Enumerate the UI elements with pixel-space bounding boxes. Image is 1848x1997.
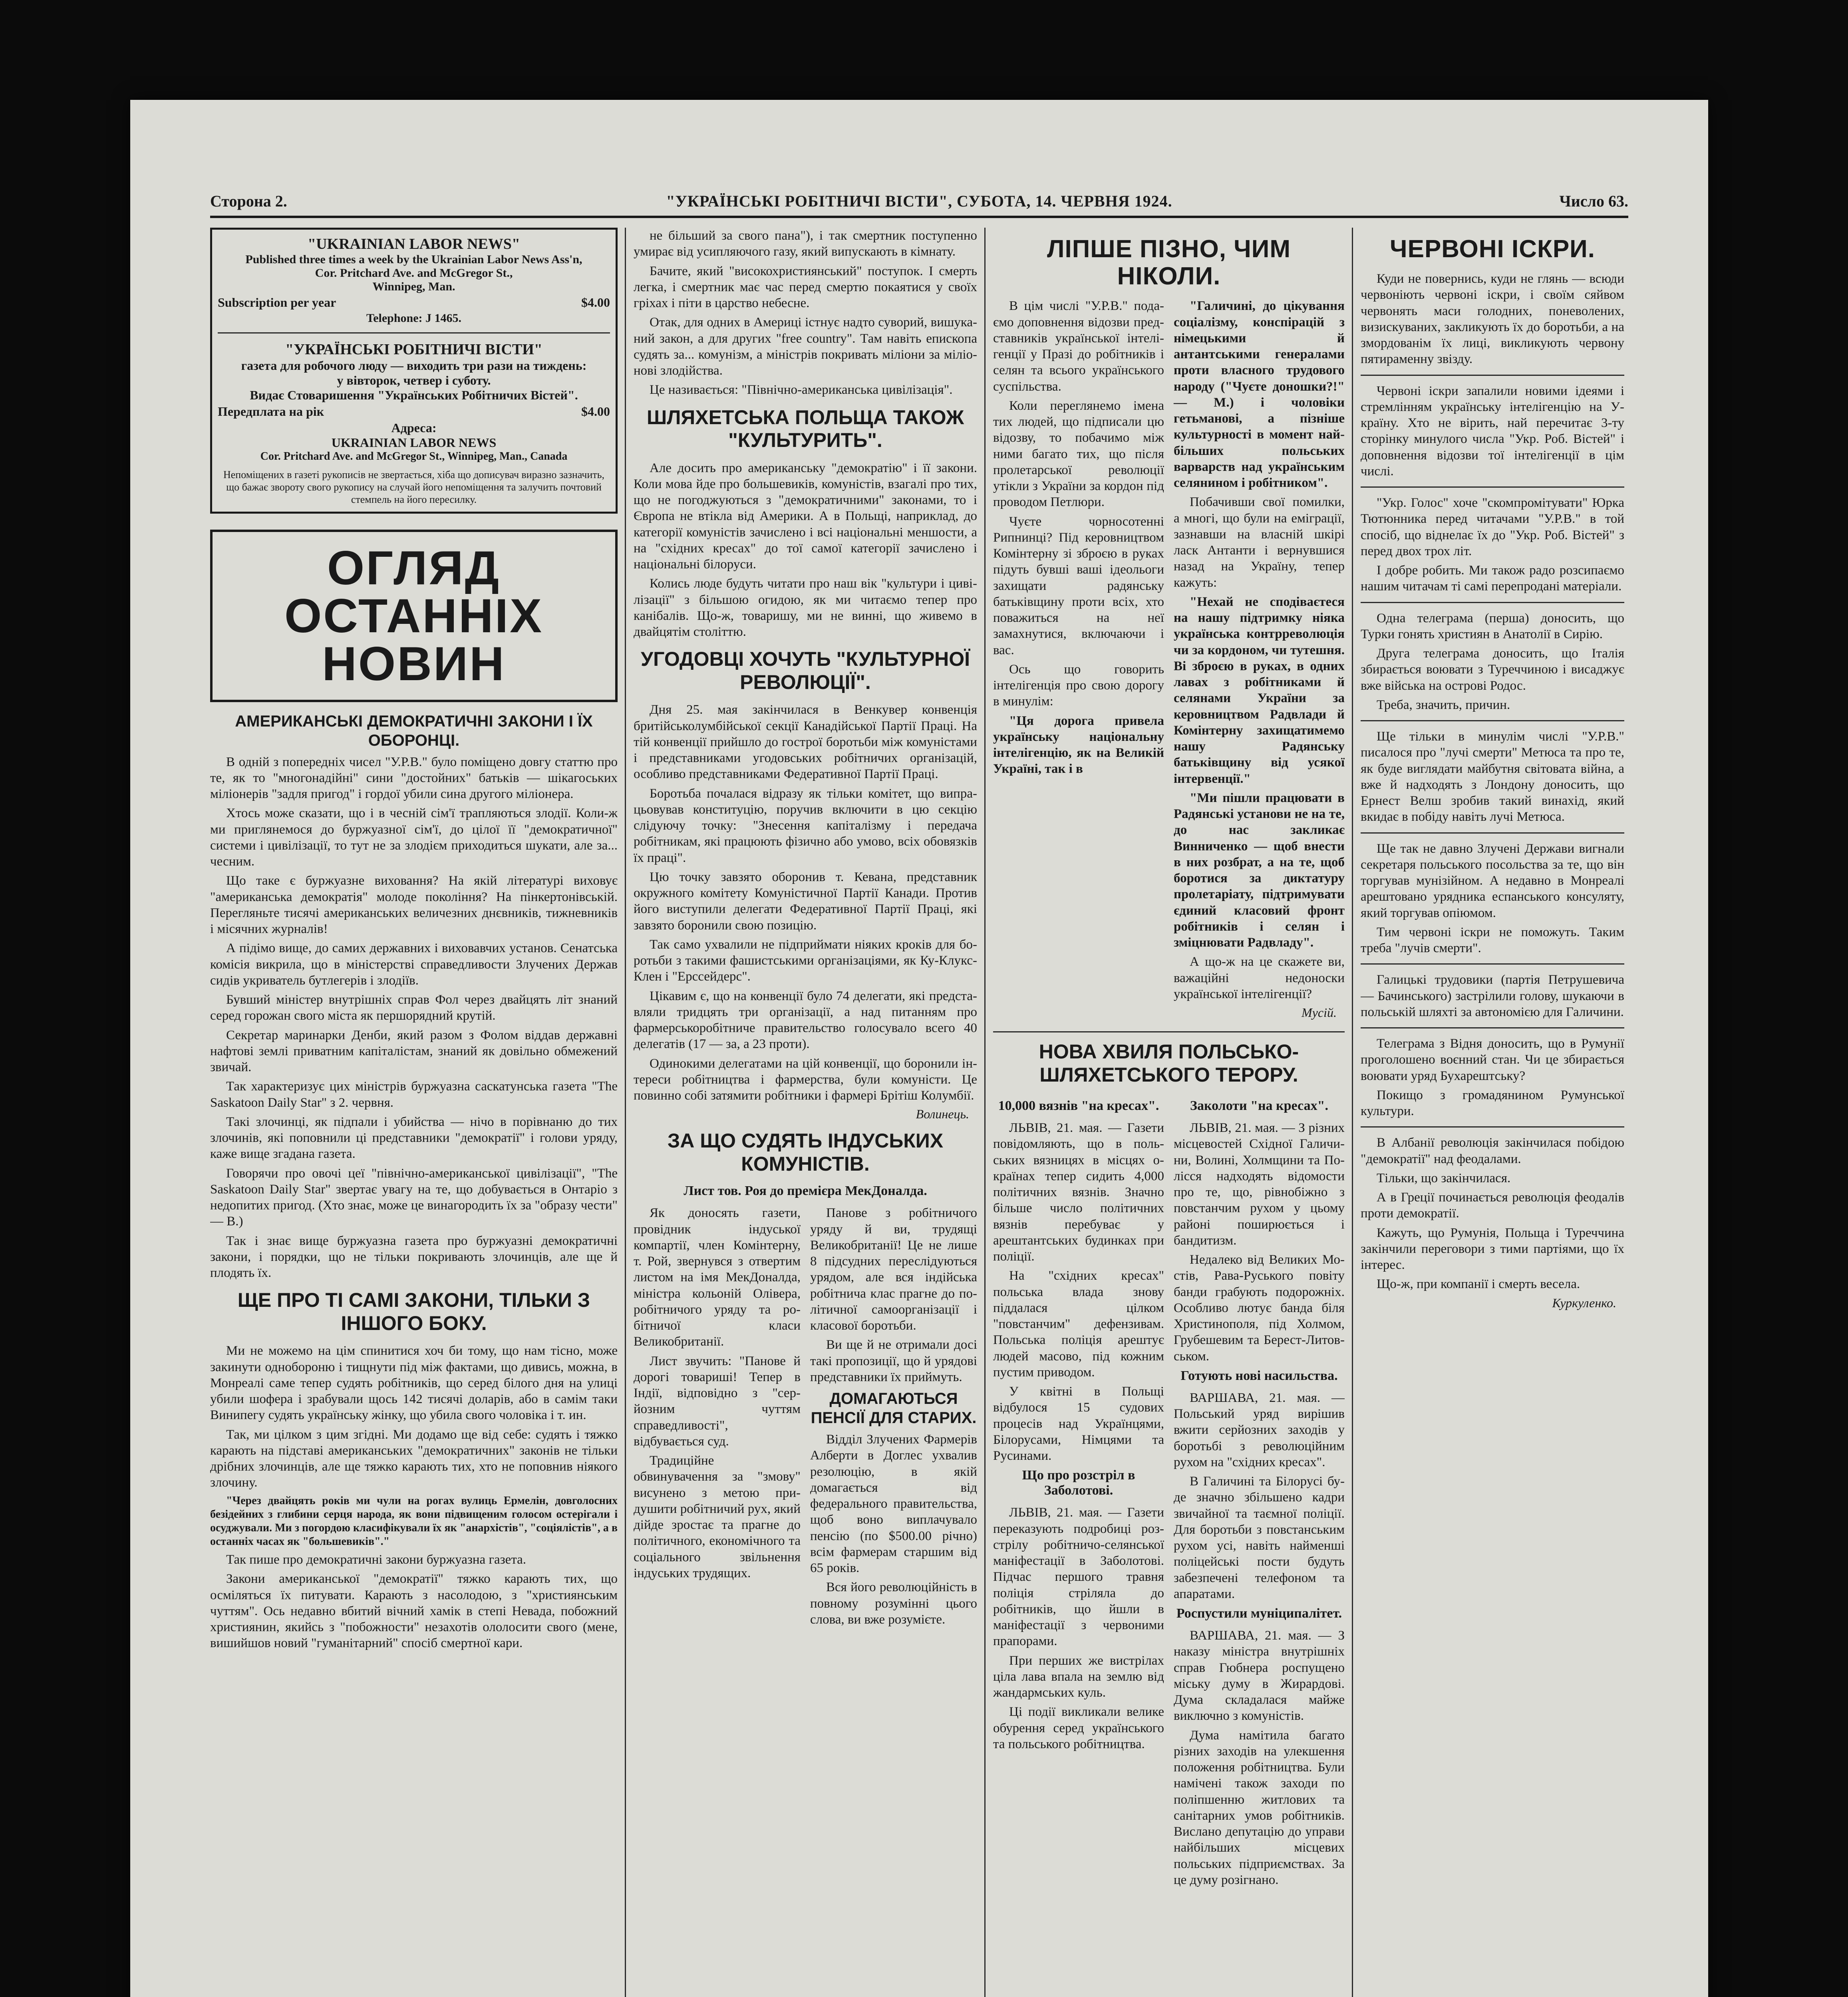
article-paragraph: Що таке є буржуазне виховання? На якій літературі виховує "американська демократія" молоде покоління? На пінкертонівській. Перегляньте тисячі американських величезних днєвників, тижневників і місячних журналів! xyxy=(210,873,618,937)
article-quote: "Галичині, до цікування соціалізму, конспірацій з німецькими й антантськими генералами проти власного трудового народу ("Чуєте доношки?!" — М.) і чоловіки гетьманові, а пізніше культурності в момент найбільших польських варварств над українським селянином і робітником". xyxy=(1174,299,1345,490)
author-signature: Куркуленко. xyxy=(1552,1295,1616,1310)
article-paragraph: Колись люде будуть читати про наш вік "культури і цивілізації" з більшою огидою, як ми читаємо тепер про канібалів. Що-ж, товаришу, ми не винні, що живемо в двайцятім століттю. xyxy=(634,576,977,639)
article-subheading: Заколоти "на кресах". xyxy=(1190,1098,1328,1114)
column-divider xyxy=(625,228,626,1997)
article-paragraph: Але досить про американську "демократію" і її закони. Коли мова йде про большевиків, комуністів, взагалі про тих, що не погоджуються з "демократичними" законами, то і Європа не втікла від Америки. А в Польщі, наприклад, до категорії комуністів зачислено і всі національні меншости, а на "східних кресах" до тої самої категорії зачислено і національні білоруси. xyxy=(634,461,977,572)
subscription-label: Subscription per year xyxy=(218,295,336,310)
divider xyxy=(1361,1126,1624,1128)
masthead-english-line: Published three times a week by the Ukrainian Labor News Ass'n, xyxy=(245,253,582,266)
issue-number: Число 63. xyxy=(1559,192,1628,210)
masthead-publisher: Видає Стоваришення "Українських Робітничих Вістей". xyxy=(250,388,578,402)
divider xyxy=(218,332,610,333)
article-paragraph: Ще так не давно Злучені Держави вигнали секретаря польського посольства за те, що він торгував мунізійном. А недавно в Монреалі арештовано урядника еспанського консуляту, який торгував опіюмом. xyxy=(1361,841,1624,920)
column-3 xyxy=(993,228,1345,1997)
article-paragraph: Що-ж, при компанії і смерть весела. xyxy=(1377,1277,1580,1292)
article-paragraph: Цікавим є, що на конвенції було 74 делегати, які представляли тридцять три організації, а над питанням про фармерськоробітниче правительство голосувало всего 40 делегатів (17 — за, а 23 проти). xyxy=(634,989,977,1052)
article-paragraph: Як доносять газети, провідник індуської компартії, член Комінтерну, т. Рой, звернувся з отвертим листом на імя МекДоналда, міністра кольоній Олівера, робітничого уряду та робітничої класи Великобританії. xyxy=(634,1206,801,1349)
page-number-label: Сторона 2. xyxy=(210,192,287,210)
article-paragraph: Секретар маринарки Денби, який разом з Фолом віддав державні нафтові землі приватним капіталістам, знаний як довільно обмежений звичай. xyxy=(210,1028,618,1075)
article-paragraph: ЛЬВІВ, 21. мая. — Газети переказують подробиці розстрілу робітничо-селянської маніфестації в Заболотові. Підчас першого травня поліція стріляла до робітників, що йшли в маніфестації з червоними прапорами. xyxy=(993,1505,1164,1649)
article-paragraph: Ви ще й не отримали досі такі пропозиції, що й урядові представники їх приймуть. xyxy=(810,1338,977,1384)
article-paragraph: Відділ Злучених Фармерів Алберти в Доглес ухвалив резолюцію, в якій домагається від федерального правительства, щоб воно виплачувало пенсію (по $500.00 річно) всім фармерам старшим від 65 років. xyxy=(810,1432,977,1575)
section-title-box: ОГЛЯД ОСТАННІХ НОВИН xyxy=(210,530,618,702)
article-heading: ЗА ЩО СУДЯТЬ ІНДУСЬКИХ КОМУНІСТІВ. xyxy=(667,1130,944,1175)
article-paragraph: При перших же вистрілах ціла лава впала на землю від жандармських куль. xyxy=(993,1653,1164,1700)
article-heading: ШЛЯХЕТСЬКА ПОЛЬЩА ТАКОЖ "КУЛЬТУРИТЬ". xyxy=(646,406,964,451)
divider xyxy=(1361,1027,1624,1028)
article-paragraph: Хтось може сказати, що і в чесній сім'ї трапляються злодії. Коли-ж ми приглянемося до буржуазної сім'ї, до цілої її "демократичної" системи і цивілізації, то тут не за злодієм приходиться шукати, але за... чесним. xyxy=(210,806,618,869)
column-1 xyxy=(210,228,618,1997)
article-quote: "Нехай не сподіваєтеся на нашу підтримку ніяка українська контрреволюція чи за кордоном, чи тутешня. Ві зброєю в руках, в одних лавах з робітниками й селянами України за керовництвом Радвлади й Комінтерну захищатимемо нашу Радянську батьківщину від усякої інтервенції." xyxy=(1174,594,1345,786)
article-paragraph: Тільки, що закінчилася. xyxy=(1377,1171,1511,1185)
ukr-subscription-row xyxy=(218,404,610,419)
address-name: UKRAINIAN LABOR NEWS xyxy=(331,435,497,450)
article-paragraph: Тим червоні іскри не поможуть. Таким треба "лучів смерти". xyxy=(1361,925,1624,956)
article-paragraph: А що-ж на це скажете ви, важаційні недоноски української інтелігенції? xyxy=(1174,955,1345,1001)
article-paragraph: Червоні іскри запалили новими ідеями і стремлінням українську інтелігенцію на Україну. Хто не вірить, най перечитає 3-ту сторінку минулого числа "Укр. Роб. Вістей" і доповнення відозви тої інтелігенції в цім числі. xyxy=(1361,383,1624,478)
article-paragraph: не більший за свого пана"), і так смертник поступенно умирає від усипляючого газу, який випускають в кімнату. xyxy=(634,228,977,259)
article-paragraph: В одній з попередніх чисел "У.Р.В." було поміщено довгу статтю про те, як то "многонадійні" сини "достойних" батьків — шікагоських міліонерів "задля пригод" і гордої убили сина другого міліонера. xyxy=(210,754,618,802)
address-label: Адреса: xyxy=(391,421,437,435)
article-paragraph: Куди не повернись, куди не глянь — всюди червоніють червоні іскри, і своїм сяйвом червонять маси голодних, поневолених, визискуваних, закликують їх до боротьби, а на змордованім їх лиці, викликують червону пятираменну звізду. xyxy=(1361,272,1624,367)
article-paragraph: Чуєте чорносотенні Рипнинці? Під керовництвом Комінтерну зі зброєю в руках підуть бувші ваші ідеольоги захищати радянську батьківщину проти всіх, хто поважиться на неї замахнутися, включаючи і вас. xyxy=(993,514,1164,657)
article-paragraph: ВАРШАВА, 21. мая. — З наказу міністра внутрішніх справ Гюбнера роспущено міську думу в Жирардові. Дума складалася майже виключно з комуністів. xyxy=(1174,1628,1345,1723)
newspaper-page xyxy=(130,100,1708,1997)
article-heading: ЛІПШЕ ПІЗНО, ЧИМ НІКОЛИ. xyxy=(1047,235,1291,290)
two-column-block xyxy=(993,1094,1345,1891)
ukr-subscription-label: Передплата на рік xyxy=(218,404,324,419)
article-paragraph: Так і знає вище буржуазна газета про буржуазні демократичні закони, і порядки, що не тільки покривають злочинців, але ще й плодять їх. xyxy=(210,1233,618,1280)
masthead-english-line: Winnipeg, Man. xyxy=(372,280,455,293)
article-paragraph: Телеграма з Відня доносить, що в Румунії проголошено воєнний стан. Чи це збирається воювати уряд Бухарештську? xyxy=(1361,1036,1624,1083)
article-paragraph: Традиційне обвинувачення за "змову" висунено з метою придушити робітничий рух, який дійде зростає та прагне до політичного, економічного та соціального звільнення індуських трудящих. xyxy=(634,1453,801,1580)
divider xyxy=(993,1031,1345,1032)
article-subheading: 10,000 вязнів "на кресах". xyxy=(998,1098,1159,1114)
newspaper-running-title: "УКРАЇНСЬКІ РОБІТНИЧІ ВІСТИ", СУБОТА, 14. ЧЕРВНЯ 1924. xyxy=(666,192,1172,210)
masthead-ukrainian-line: у вівторок, четвер і суботу. xyxy=(337,373,491,387)
article-paragraph: Такі злочинці, як підпали і убийства — нічо в порівнаню до тих злочинів, які поповнили ці представники "демократії" і голови уряду, каже вище згадана газета. xyxy=(210,1114,618,1161)
divider xyxy=(1361,375,1624,376)
article-paragraph: Друга телеграма доносить, що Італія збирається воювати з Туреччиною і висаджує вже війська на острові Родос. xyxy=(1361,646,1624,693)
article-paragraph: Галицькі трудовики (партія Петрушевича — Бачинського) застрілили голову, шукаючи в польській шляхті за автономією для Галичини. xyxy=(1361,973,1624,1019)
divider xyxy=(1361,832,1624,834)
article-paragraph: У квітні в Польщі відбулося 15 судових процесів над Українцями, Білорусами, Німцями та Русинами. xyxy=(993,1384,1164,1463)
article-paragraph: Це називається: "Північно-американська цивілізація". xyxy=(650,383,953,397)
article-paragraph: Бувший міністер внутрішніх справ Фол через двайцять літ знаний серед горожан свого міста як першорядний крутій. xyxy=(210,993,618,1023)
two-column-block xyxy=(634,1205,977,1631)
divider xyxy=(1361,486,1624,488)
article-subheading: Готують нові насильства. xyxy=(1180,1368,1338,1383)
article-paragraph: "Укр. Голос" хоче "скомпромітувати" Юрка Тютюнника перед читачами "У.Р.В." в той спосіб, що віднелає їх до "Укр. Роб. Вістей" з перед двох трох літ. xyxy=(1361,496,1624,558)
article-paragraph: Панове з робітничого уряду й ви, трудящі Великобританії! Це не лише 8 підсудних переслідуються урядом, але вся індійська робітнича клас прагне до політичної самоорганізації і класової боротьби. xyxy=(810,1206,977,1333)
address-line: Cor. Pritchard Ave. and McGregor St., Winnipeg, Man., Canada xyxy=(260,450,568,463)
article-quote: "Через двайцять років ми чули на рогах вулиць Ермелін, довголосних безідейних з глибини серця народа, як вони підвищеним голосом остерігали і осуджували. Ми з погордою класифікували їх як "анархістів", "соціялістів", а в останніх часах як "большевиків"." xyxy=(210,1494,618,1548)
article-paragraph: Так само ухвалили не підприймати ніяких кроків для боротьби з такими фашистськими організаціями, як Ку-Клукс-Клен і "Ерссейдерс". xyxy=(634,937,977,984)
article-paragraph: Отак, для одних в Америці істнує надто суворий, вишуканий закон, а для других "free country". Там навіть епископа судять за... комунізм, а міністрів покривать міліони за міліонові злодійства. xyxy=(634,315,977,378)
two-column-block xyxy=(993,298,1345,1024)
masthead-english-title: "UKRAINIAN LABOR NEWS" xyxy=(307,236,521,252)
article-paragraph: На "східних кресах" польська влада знову піддалася цілком "повстанчим" дефензивам. Польська поліція арештує людей масово, під кожним пустим приводом. xyxy=(993,1268,1164,1380)
masthead-ukrainian-title: "УКРАЇНСЬКІ РОБІТНИЧІ ВІСТИ" xyxy=(285,341,542,358)
article-subheading: Що про розстріл в Заболотові. xyxy=(1022,1468,1135,1498)
divider xyxy=(1361,963,1624,965)
subscription-row xyxy=(218,295,610,310)
article-paragraph: Одна телеграма (перша) доносить, що Турки гонять християн в Анатолії в Сирію. xyxy=(1361,611,1624,641)
article-heading: НОВА ХВИЛЯ ПОЛЬСЬКО-ШЛЯХЕТСЬКОГО ТЕРОРУ. xyxy=(1039,1040,1299,1086)
article-paragraph: Покищо з громадянином Румунської культури. xyxy=(1361,1088,1624,1119)
ukr-subscription-price: $4.00 xyxy=(581,404,610,419)
article-paragraph: Вся його революційність в повному розумінні цього слова, ви вже розумієте. xyxy=(810,1580,977,1627)
page-folio xyxy=(210,192,1628,216)
article-paragraph: Ще тільки в минулім числі "У.Р.В." писалося про "лучі смерти" Метюса та про те, як буде виглядати майбутня світовата війна, а вже й надходять з Лондону доносить, що Ернест Велш зробив такий винахід, який вкидає в побіду навіть лучі Метюса. xyxy=(1361,729,1624,824)
article-heading: ЩЕ ПРО ТІ САМІ ЗАКОНИ, ТІЛЬКИ З ІНШОГО БОКУ. xyxy=(237,1289,590,1334)
masthead-ukrainian-line: газета для робочого люду — виходить три рази на тиждень: xyxy=(241,358,587,373)
article-paragraph: Лист звучить: "Панове й дорогі товариші! Тепер в Індії, відповідно з "серйозним чуттям справедливості", відбувається суд. xyxy=(634,1354,801,1449)
top-rule xyxy=(210,216,1628,218)
article-paragraph: Дня 25. мая закінчилася в Венкувер конвенція бритійськолумбійської секції Канадійської Партії Праці. На тій конвенції прийшло до гострої боротьби між комуністами і представниками угодовських робітничих організацій, особливо представниками Федеративної Партії Праці. xyxy=(634,703,977,782)
article-subheading: Роспустили муніципалітет. xyxy=(1176,1606,1342,1621)
article-paragraph: А підімо вище, до самих державних і виховавчих установ. Сенатська комісія викрила, що в міністерстві справедливости Злучених Держав сидів укриватель бутлегерів і злодіїв. xyxy=(210,941,618,988)
article-paragraph: Так характеризує цих міністрів буржуазна саскатунська газета "The Saskatoon Daily Star" з 2. червня. xyxy=(210,1079,618,1110)
article-paragraph: Ми не можемо на цім спинитися хоч би тому, що нам тісно, може закинути однобороню і тищнути під між фактами, що дивись, можна, в Монреалі саме тепер судять робітників, що серед білого дня на улиці убили шофера і зрабували щось 142 тисячі доларів, або в самім таки Винипегу судять українську жінку, що убила свого чоловіка і т. ин. xyxy=(210,1344,618,1423)
article-paragraph: Побачивши свої помилки, а многі, що були на еміграції, зазнавши на власній шкірі ласк Антанти і вернувшися назад на Україну, тепер кажуть: xyxy=(1174,495,1345,590)
article-paragraph: Ці події викликали велике обурення серед українського та польського робітництва. xyxy=(993,1705,1164,1751)
article-paragraph: Одинокими делегатами на цій конвенції, що боронили інтереси робітництва і фармерства, були комуністи. Це повинно собі затямити робітники і фармері Брітіш Колумбії. xyxy=(634,1056,977,1103)
article-paragraph: Цю точку завзято оборонив т. Кевана, представник окружного комітету Комуністичної Партії Канади. Против його виступили делегати Федеративної Партії Праці, які завзято боронили свою позицію. xyxy=(634,869,977,933)
article-paragraph: Боротьба почалася відразу як тільки комітет, що випрацьовував конституцію, поручив включити в цю секцію слідуючу точку: "Знесення капіталізму і передача робітникам, які працюють фізично або умово, всіх обовязків їх праці". xyxy=(634,786,977,865)
article-paragraph: І добре робить. Ми також радо розсипаємо нашим читачам ті самі перепродані матеріали. xyxy=(1361,563,1624,594)
editorial-note: Непоміщених в газеті рукописів не звертається, хіба що дописувач виразно зазначить, що бажає звороту свого рукопису на случай його непоміщення та залучить почтовий стемпель на його пересилку. xyxy=(223,469,605,506)
article-heading: ДОМАГАЮТЬСЯ ПЕНСІЇ ДЛЯ СТАРИХ. xyxy=(811,1390,977,1427)
article-paragraph: В Галичині та Білорусі буде значно збільшено кадри звичайної та таємної поліції. Для боротьби з повстанським рухом усі, навіть найменші поліцейські пости будуть забезпечені телефоном та апаратами. xyxy=(1174,1474,1345,1601)
column-2 xyxy=(634,228,977,1997)
article-paragraph: Ось що говорить інтелігенція про свою дорогу в минулім: xyxy=(993,662,1164,709)
author-signature: Волинець. xyxy=(916,1107,969,1122)
article-paragraph: ВАРШАВА, 21. мая. — Польський уряд вирішив вжити серйозних заходів у боротьбі з революційним рухом на "східних кресах". xyxy=(1174,1390,1345,1469)
article-quote: "Ми пішли працювати в Радянські установи не на те, до нас закликає Винниченко — щоб внести в них розбрат, а на те, щоб боротися за диктатуру пролетаріату, підтримувати єдиний класовий фронт робітників і селян і зміцнювати Радвладу". xyxy=(1174,790,1345,950)
article-paragraph: Говорячи про овочі цеї "північно-американської цивілізації", "The Saskatoon Daily Star" звертає увагу на те, що добувається в Онтаріо з недопитих пригод. (Хто знає, може це винагородить їх за "образу чести" — В.) xyxy=(210,1166,618,1229)
article-paragraph: Треба, значить, причин. xyxy=(1377,697,1510,712)
article-paragraph: Закони американської "демократії" тяжко карають тих, що осміляться їх питувати. Карають з насолодою, з "християнським чуттям". Ось недавно вбитий вічний хамік в степі Невада, побожний християнин, якийсь з "побожности" незахотів ололосити свого (мене, вишийшов новий "гуманітарний" спосіб смертної кари. xyxy=(210,1572,618,1651)
telephone: Telephone: J 1465. xyxy=(366,312,462,325)
article-paragraph: В цім числі "У.Р.В." подаємо доповнення відозви представників української інтелігенції у Празі до робітників і селян та всього українського суспільства. xyxy=(993,299,1164,394)
article-quote: "Ця дорога привела українську національну інтелігенцію, як на Великій Україні, так і в xyxy=(993,713,1164,776)
article-paragraph: В Албанії революція закінчилася побідою "демократії" над феодалами. xyxy=(1361,1135,1624,1166)
column-4 xyxy=(1361,228,1624,1997)
article-heading: ЧЕРВОНІ ІСКРИ. xyxy=(1390,235,1595,263)
article-paragraph: Дума намітила багато різних заходів на улекшення положення робітництва. Були намічені також заходи по поліпшенню житлових та санітарних умов робітників. Вислано депутацію до управи найбільших місцевих польських підприємствах. За це думу розігнано. xyxy=(1174,1728,1345,1887)
article-paragraph: Недалеко від Великих Мостів, Рава-Руського повіту банди грабують подорожніх. Особливо лютує банда біля Христинополя, під Холмом, Грубешевим та Берест-Литовськом. xyxy=(1174,1253,1345,1364)
divider xyxy=(1361,602,1624,603)
article-heading: УГОДОВЦІ ХОЧУТЬ "КУЛЬТУРНОЇ РЕВОЛЮЦІЇ". xyxy=(641,648,970,693)
article-heading: АМЕРИКАНСЬКІ ДЕМОКРАТИЧНІ ЗАКОНИ І ЇХ ОБОРОНЦІ. xyxy=(235,712,593,749)
article-paragraph: Так пише про демократичні закони буржуазна газета. xyxy=(226,1552,527,1567)
masthead-box xyxy=(210,228,618,514)
article-subheading: Лист тов. Роя до премієра МекДоналда. xyxy=(684,1183,927,1199)
article-paragraph: Так, ми цілком з цим згідні. Ми додамо ще від себе: судять і тяжко карають на підставі американських "демократичних" законів не тільки дрібних злочинців, але ще тяжко карають тих, хто не поповнив ніякого злочину. xyxy=(210,1427,618,1490)
column-divider xyxy=(1352,228,1353,1997)
article-paragraph: ЛЬВІВ, 21. мая. — Газети повідомляють, що в польських вязницях в місцях окраїнах тепер сидить 4,000 політичних вязнів. Значно більше число політичних вязнів перебуває у арештантських будинках при поліції. xyxy=(993,1121,1164,1264)
article-paragraph: А в Греції починається революція феодалів проти демократії. xyxy=(1361,1190,1624,1221)
author-signature: Мусій. xyxy=(1302,1005,1337,1020)
divider xyxy=(1361,720,1624,721)
subscription-price: $4.00 xyxy=(581,295,610,310)
article-paragraph: Коли переглянемо імена тих людей, що підписали цю відозву, то побачимо між ними багато тих, що після пролетарської революції утікли з України за кордон під проводом Петлюри. xyxy=(993,398,1164,510)
article-paragraph: Кажуть, що Румунія, Польща і Туреччина закінчили переговори з тими партіями, що їх інтерес. xyxy=(1361,1225,1624,1272)
masthead-english-line: Cor. Pritchard Ave. and McGregor St., xyxy=(315,266,513,280)
column-divider xyxy=(984,228,986,1997)
article-paragraph: Бачите, який "високохристиянський" поступок. І смерть легка, і смертник має час перед смертю покаятися у своїх гріхах і піти в царство небесне. xyxy=(634,264,977,310)
article-paragraph: ЛЬВІВ, 21. мая. — З різних місцевостей Східної Галичини, Волині, Холмщини та Полісся надходять відомости про те, що, рівнобіжно з повстанчим рухом у цьому районі поширюється і бандитизм. xyxy=(1174,1121,1345,1248)
